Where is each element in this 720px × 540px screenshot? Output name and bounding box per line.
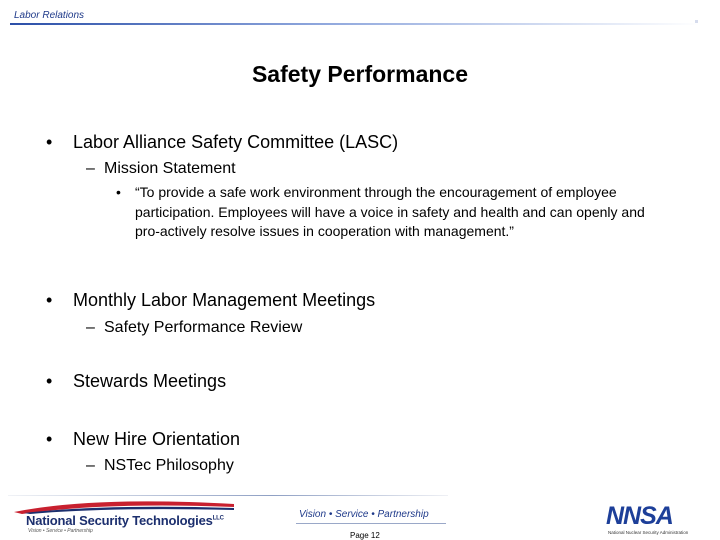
slide-title: Safety Performance (251, 61, 469, 87)
bullet-text: Safety Performance Review (104, 319, 303, 336)
bullet-marker: • (116, 184, 121, 200)
bullet-text: NSTec Philosophy (104, 457, 234, 474)
bullet-orientation (46, 429, 240, 450)
footer-tagline: Vision • Service • Partnership (299, 509, 429, 520)
footer-tagline-rule (296, 523, 446, 524)
bullet-marker: • (46, 132, 53, 152)
bullet-text: Monthly Labor Management Meetings (73, 290, 376, 310)
bullet-text: Stewards Meetings (73, 371, 227, 391)
bullet-philosophy (86, 457, 234, 475)
mission-quote-text: “To provide a safe work environment through the encouragement of employee participation. Employees will have a voice in safety and health and can openly and pro-actively resolve issues in cooperation with management.” (135, 184, 645, 239)
header-dot (695, 20, 698, 23)
header-rule (10, 23, 700, 25)
dash-marker: – (86, 319, 95, 336)
bullet-lasc (46, 132, 398, 153)
bullet-mission (86, 160, 236, 178)
footer-rule (8, 495, 448, 496)
bullet-marker: • (46, 290, 53, 310)
logo-subtitle: Vision • Service • Partnership (28, 528, 93, 534)
bullet-review (86, 319, 302, 337)
bullet-marker: • (46, 429, 53, 449)
header-label: Labor Relations (14, 10, 85, 21)
nnsa-subtitle: National Nuclear Security Administration (608, 530, 689, 535)
bullet-text: Mission Statement (104, 160, 236, 177)
page-number: Page 12 (350, 531, 380, 540)
dash-marker: – (86, 160, 95, 177)
nnsa-letters: NNSA (606, 502, 673, 530)
bullet-monthly (46, 290, 375, 311)
dash-marker: – (86, 457, 95, 474)
nstec-logo (10, 500, 235, 538)
bullet-text: New Hire Orientation (73, 429, 241, 449)
bullet-stewards (46, 371, 226, 392)
bullet-mission-quote (116, 183, 665, 242)
bullet-marker: • (46, 371, 53, 391)
swoosh-icon (14, 500, 234, 514)
nnsa-logo (604, 502, 708, 538)
bullet-text: Labor Alliance Safety Committee (LASC) (73, 132, 399, 152)
logo-name: National Security Technologies$^{LLC}$ (26, 513, 224, 528)
